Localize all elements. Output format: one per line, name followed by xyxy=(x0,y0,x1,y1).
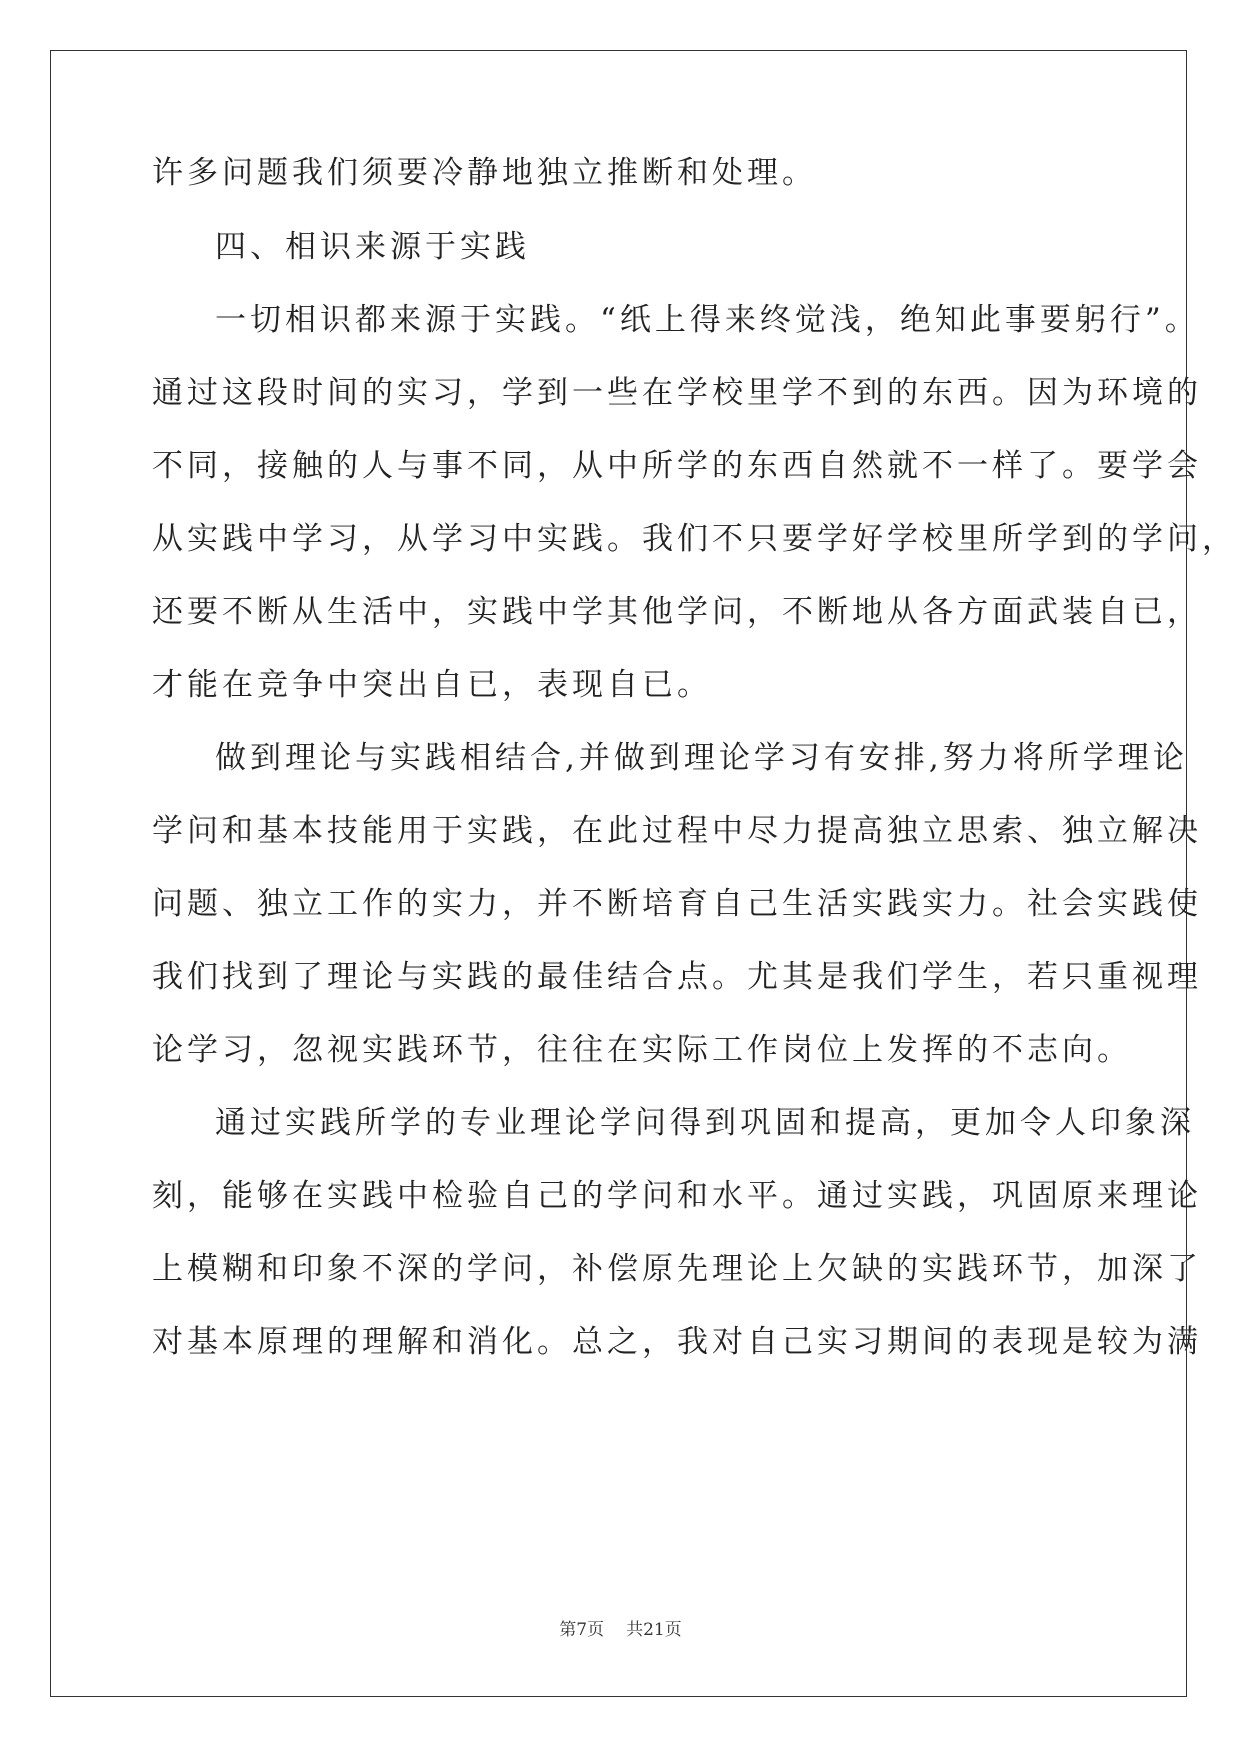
text-line: 我们找到了理论与实践的最佳结合点。尤其是我们学生，若只重视理 xyxy=(152,959,1202,995)
page-frame xyxy=(50,50,1187,1697)
section-heading: 四、相识来源于实践 xyxy=(215,229,530,265)
text-line: 才能在竞争中突出自已，表现自已。 xyxy=(152,667,712,703)
page-total: 共21页 xyxy=(626,1620,682,1640)
text-line: 从实践中学习，从学习中实践。我们不只要学好学校里所学到的学问， xyxy=(152,521,1237,557)
text-line: 问题、独立工作的实力，并不断培育自己生活实践实力。社会实践使 xyxy=(152,886,1202,922)
text-line: 对基本原理的理解和消化。总之，我对自己实习期间的表现是较为满 xyxy=(152,1324,1202,1360)
text-line: 刻，能够在实践中检验自己的学问和水平。通过实践，巩固原来理论 xyxy=(152,1178,1202,1214)
text-line: 还要不断从生活中，实践中学其他学问，不断地从各方面武装自已， xyxy=(152,594,1202,630)
page-footer xyxy=(0,1618,1241,1642)
text-line: 一切相识都来源于实践。“纸上得来终觉浅，绝知此事要躬行”。 xyxy=(215,302,1200,338)
text-line: 做到理论与实践相结合,并做到理论学习有安排,努力将所学理论 xyxy=(215,740,1188,776)
text-line: 通过实践所学的专业理论学问得到巩固和提高，更加令人印象深 xyxy=(215,1105,1195,1141)
page-number: 第7页 xyxy=(559,1620,605,1640)
text-line: 不同，接触的人与事不同，从中所学的东西自然就不一样了。要学会 xyxy=(152,448,1202,484)
text-line: 学问和基本技能用于实践，在此过程中尽力提高独立思索、独立解决 xyxy=(152,813,1202,849)
text-line: 许多问题我们须要冷静地独立推断和处理。 xyxy=(152,155,817,191)
text-line: 论学习，忽视实践环节，往往在实际工作岗位上发挥的不志向。 xyxy=(152,1032,1132,1068)
text-line: 上模糊和印象不深的学问，补偿原先理论上欠缺的实践环节，加深了 xyxy=(152,1251,1202,1287)
text-line: 通过这段时间的实习，学到一些在学校里学不到的东西。因为环境的 xyxy=(152,375,1202,411)
